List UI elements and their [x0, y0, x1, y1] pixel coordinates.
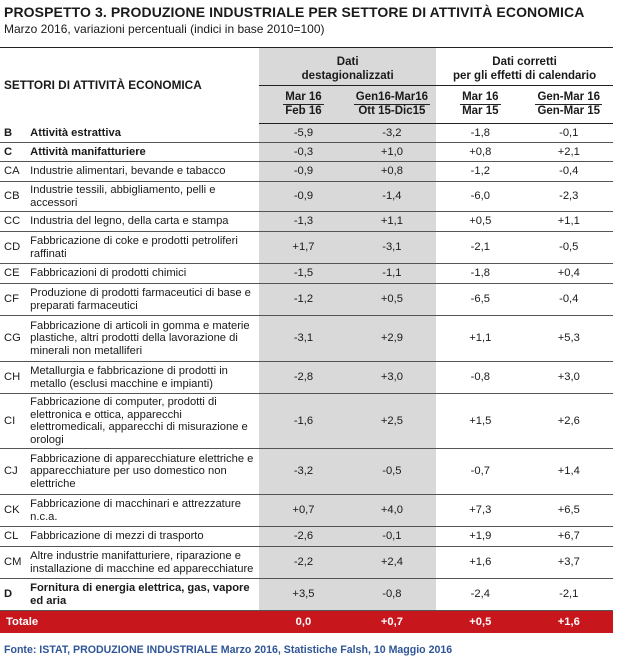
row-value: -1,2 [259, 284, 347, 316]
row-label: Industria del legno, della carta e stampa [30, 212, 259, 232]
column-header-1 [259, 86, 347, 124]
row-value: -1,1 [348, 264, 436, 284]
row-value: -1,2 [436, 162, 524, 182]
row-label: Altre industrie manifatturiere, riparazione e installazione di macchine ed apparecchiature [30, 547, 259, 579]
row-label: Fornitura di energia elettrica, gas, vapore ed aria [30, 579, 259, 611]
group-header-seasonally-adjusted [259, 48, 436, 86]
row-value: +2,4 [348, 547, 436, 579]
row-value: -2,1 [436, 232, 524, 264]
row-value: -0,9 [259, 182, 347, 212]
row-value: +1,7 [259, 232, 347, 264]
table-row [0, 316, 613, 362]
row-value: -0,1 [525, 124, 613, 143]
row-value: +0,8 [436, 143, 524, 162]
page-subtitle: Marzo 2016, variazioni percentuali (indici in base 2010=100) [4, 22, 325, 36]
row-value: +0,8 [348, 162, 436, 182]
row-label: Fabbricazione di articoli in gomma e materie plastiche, altri prodotti della lavorazione di minerali non metalliferi [30, 316, 259, 362]
data-table-container [0, 47, 613, 633]
row-label: Industrie tessili, abbigliamento, pelli e accessori [30, 182, 259, 212]
row-value: +6,7 [525, 527, 613, 547]
row-code: CG [0, 316, 30, 362]
sector-header-label: SETTORI DI ATTIVITÀ ECONOMICA [4, 78, 202, 92]
column-header-4 [525, 86, 613, 124]
row-label: Fabbricazione di mezzi di trasporto [30, 527, 259, 547]
row-value: +1,0 [348, 143, 436, 162]
table-row [0, 527, 613, 547]
page-title: PROSPETTO 3. PRODUZIONE INDUSTRIALE PER SETTORE DI ATTIVITÀ ECONOMICA [4, 4, 585, 20]
table-row [0, 495, 613, 527]
row-value: -3,1 [259, 316, 347, 362]
row-value: -2,8 [259, 362, 347, 394]
row-value: +0,5 [348, 284, 436, 316]
table-body [0, 124, 613, 634]
row-value: -2,4 [436, 579, 524, 611]
row-value: +3,5 [259, 579, 347, 611]
row-value: +1,5 [436, 394, 524, 449]
row-value: +2,5 [348, 394, 436, 449]
table-row [0, 212, 613, 232]
column-header-3 [436, 86, 524, 124]
table-row [0, 182, 613, 212]
column-header-1-line1: Mar 16 [285, 91, 322, 103]
row-label: Fabbricazione di computer, prodotti di elettronica e ottica, apparecchi elettromedicali, apparecchi di misurazione e orologi [30, 394, 259, 449]
row-code: CC [0, 212, 30, 232]
group-header-calendar-adjusted [436, 48, 613, 86]
column-header-3-line2: Mar 15 [462, 105, 499, 117]
total-value: 0,0 [259, 611, 347, 634]
row-value: +3,7 [525, 547, 613, 579]
row-value: -1,4 [348, 182, 436, 212]
row-label: Attività estrattiva [30, 124, 259, 143]
row-value: -0,9 [259, 162, 347, 182]
row-label: Produzione di prodotti farmaceutici di base e preparati farmaceutici [30, 284, 259, 316]
row-value: +0,4 [525, 264, 613, 284]
row-value: -0,7 [436, 449, 524, 495]
row-value: +0,7 [259, 495, 347, 527]
table-row [0, 547, 613, 579]
row-code: CB [0, 182, 30, 212]
row-value: -3,2 [348, 124, 436, 143]
row-value: -0,5 [348, 449, 436, 495]
row-value: -1,3 [259, 212, 347, 232]
source-note: Fonte: ISTAT, PRODUZIONE INDUSTRIALE Marzo 2016, Statistiche Falsh, 10 Maggio 2016 [4, 644, 453, 656]
row-code: CI [0, 394, 30, 449]
table-row [0, 362, 613, 394]
row-value: -0,4 [525, 284, 613, 316]
total-value: +0,5 [436, 611, 524, 634]
table-row [0, 284, 613, 316]
row-code: C [0, 143, 30, 162]
column-header-2-line1: Gen16-Mar16 [355, 91, 428, 103]
group2-line1: Dati corretti [492, 56, 557, 68]
table-row [0, 232, 613, 264]
row-value: -3,1 [348, 232, 436, 264]
row-value: -3,2 [259, 449, 347, 495]
row-value: -0,1 [348, 527, 436, 547]
row-value: -1,8 [436, 124, 524, 143]
row-value: -2,3 [525, 182, 613, 212]
row-value: +2,1 [525, 143, 613, 162]
table-row [0, 394, 613, 449]
row-value: +3,0 [348, 362, 436, 394]
row-value: -1,5 [259, 264, 347, 284]
row-label: Attività manifatturiere [30, 143, 259, 162]
group2-line2: per gli effetti di calendario [452, 70, 597, 82]
row-value: +6,5 [525, 495, 613, 527]
column-header-4-line1: Gen-Mar 16 [537, 91, 601, 103]
row-value: +0,5 [436, 212, 524, 232]
production-table [0, 47, 613, 633]
row-value: +4,0 [348, 495, 436, 527]
row-code: CL [0, 527, 30, 547]
row-value: -6,5 [436, 284, 524, 316]
total-row [0, 611, 613, 634]
row-code: CA [0, 162, 30, 182]
table-row [0, 449, 613, 495]
row-value: -0,8 [436, 362, 524, 394]
row-value: +1,1 [348, 212, 436, 232]
row-label: Fabbricazione di coke e prodotti petroliferi raffinati [30, 232, 259, 264]
table-row [0, 143, 613, 162]
row-code: CF [0, 284, 30, 316]
row-value: +2,6 [525, 394, 613, 449]
row-label: Fabbricazione di apparecchiature elettriche e apparecchiature per uso domestico non elettriche [30, 449, 259, 495]
group1-line2: destagionalizzati [301, 70, 394, 82]
group1-line1: Dati [336, 56, 359, 68]
row-label: Metallurgia e fabbricazione di prodotti in metallo (esclusi macchine e impianti) [30, 362, 259, 394]
row-value: -5,9 [259, 124, 347, 143]
table-row [0, 124, 613, 143]
row-code: D [0, 579, 30, 611]
row-value: +1,6 [436, 547, 524, 579]
row-value: -0,8 [348, 579, 436, 611]
row-value: -2,6 [259, 527, 347, 547]
total-label: Totale [0, 611, 259, 634]
column-header-2 [348, 86, 436, 124]
row-value: +3,0 [525, 362, 613, 394]
row-value: -0,3 [259, 143, 347, 162]
row-code: CM [0, 547, 30, 579]
row-value: +5,3 [525, 316, 613, 362]
row-value: -1,6 [259, 394, 347, 449]
row-value: +7,3 [436, 495, 524, 527]
table-row [0, 162, 613, 182]
row-value: -1,8 [436, 264, 524, 284]
row-value: -2,2 [259, 547, 347, 579]
column-header-4-line2: Gen-Mar 15 [537, 105, 601, 117]
row-value: -2,1 [525, 579, 613, 611]
row-code: CD [0, 232, 30, 264]
column-header-1-line2: Feb 16 [285, 105, 322, 117]
total-value: +0,7 [348, 611, 436, 634]
row-value: +2,9 [348, 316, 436, 362]
table-row [0, 264, 613, 284]
sector-header [0, 48, 259, 124]
row-code: CJ [0, 449, 30, 495]
total-value: +1,6 [525, 611, 613, 634]
row-label: Fabbricazione di macchinari e attrezzature n.c.a. [30, 495, 259, 527]
row-label: Fabbricazioni di prodotti chimici [30, 264, 259, 284]
row-value: +1,1 [525, 212, 613, 232]
row-label: Industrie alimentari, bevande e tabacco [30, 162, 259, 182]
row-value: +1,9 [436, 527, 524, 547]
row-code: B [0, 124, 30, 143]
column-header-2-line2: Ott 15-Dic15 [358, 105, 426, 117]
column-header-3-line1: Mar 16 [462, 91, 499, 103]
row-value: -6,0 [436, 182, 524, 212]
row-value: +1,1 [436, 316, 524, 362]
row-value: -0,4 [525, 162, 613, 182]
table-row [0, 579, 613, 611]
row-value: +1,4 [525, 449, 613, 495]
row-code: CH [0, 362, 30, 394]
row-code: CK [0, 495, 30, 527]
row-value: -0,5 [525, 232, 613, 264]
row-code: CE [0, 264, 30, 284]
